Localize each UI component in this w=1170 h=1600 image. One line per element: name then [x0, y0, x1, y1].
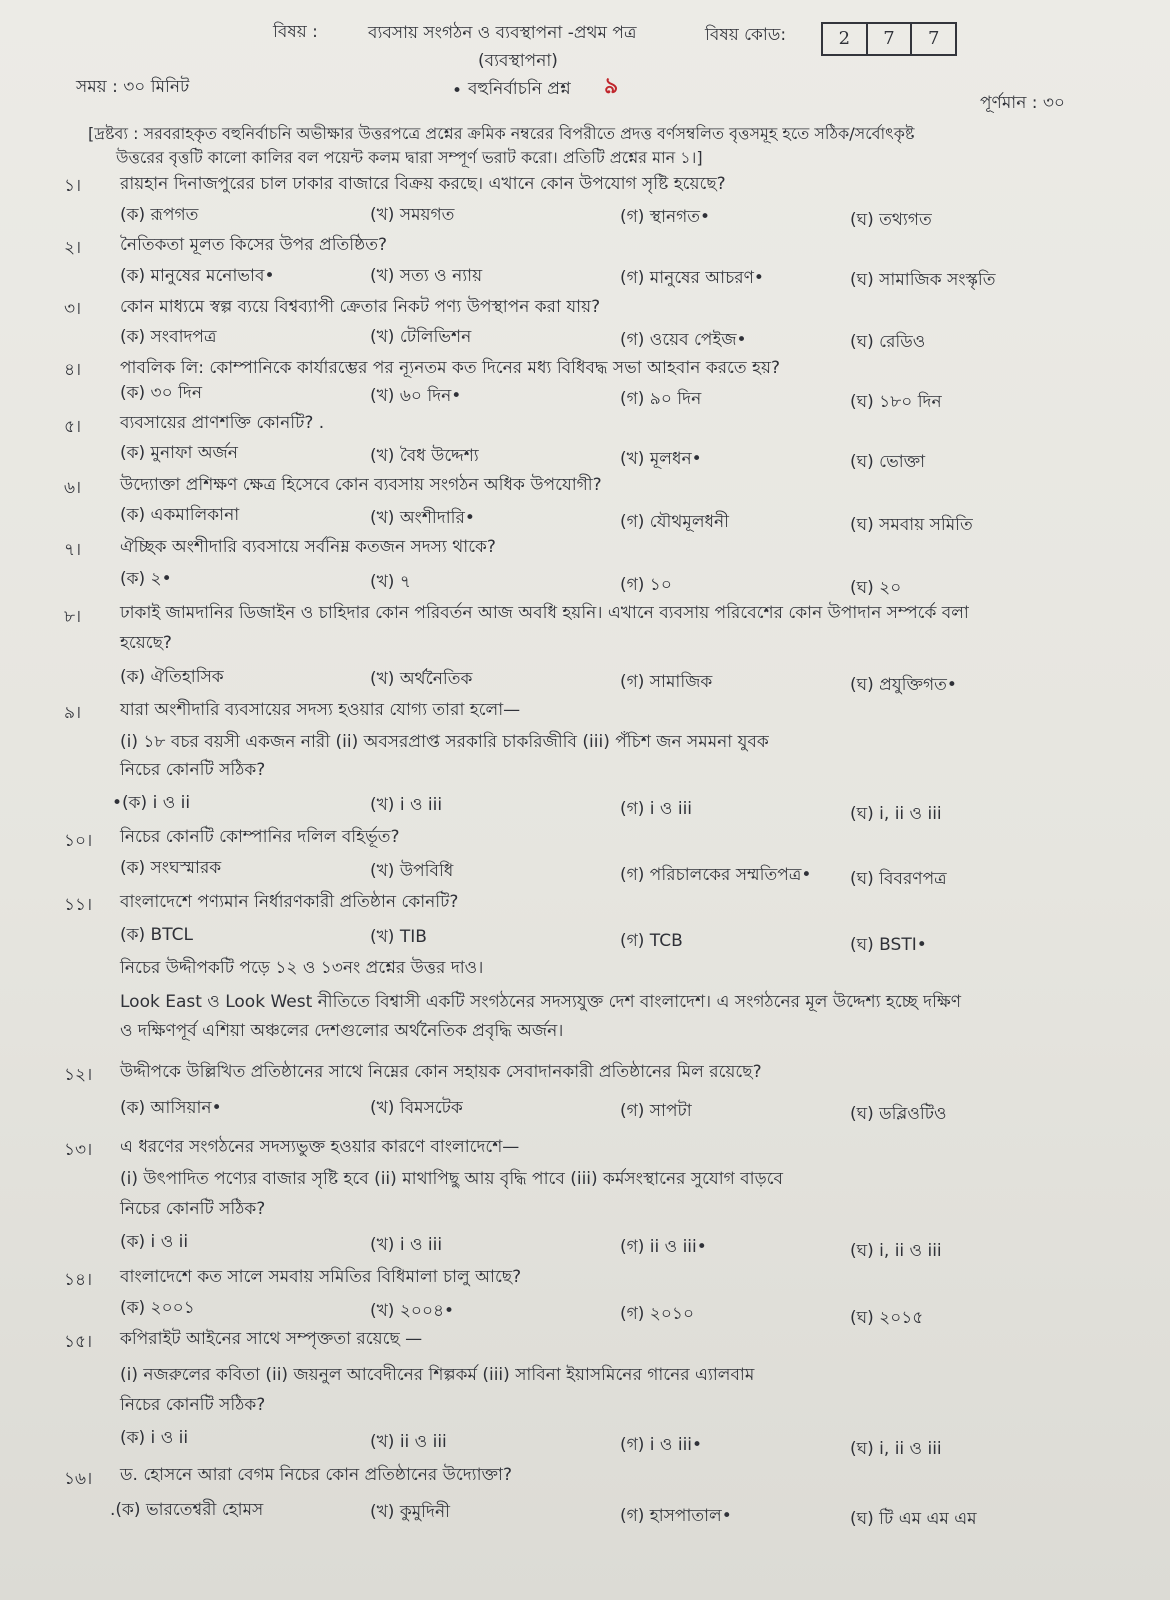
question-text: উদ্দীপকে উল্লিখিত প্রতিষ্ঠানের সাথে নিম্নের কোন সহায়ক সেবাদানকারী প্রতিষ্ঠানের মিল রয়েছে?: [120, 1062, 762, 1082]
option-kha: (খ) কুমুদিনী: [370, 1502, 450, 1522]
option-kha: (খ) i ও iii: [370, 1235, 443, 1255]
instructions: [88, 122, 1118, 170]
question-statements: (i) নজরুলের কবিতা (ii) জয়নুল আবেদীনের শিল্পকর্ম (iii) সাবিনা ইয়াসমিনের গানের এ্যালবাম: [120, 1365, 755, 1385]
option-ga: (গ) ৯০ দিন: [620, 389, 702, 409]
option-ka: (ক) BTCL: [120, 925, 193, 945]
option-kha: (খ) অর্থনৈতিক: [370, 669, 473, 689]
option-kha: (খ) বৈধ উদ্দেশ্য: [370, 446, 479, 466]
question-number: ১৫।: [64, 1332, 93, 1352]
question-number: ৩।: [64, 299, 82, 319]
question-number: ৭।: [64, 540, 82, 560]
option-gha: (ঘ) BSTI•: [850, 935, 927, 955]
option-ga: (গ) ১০: [620, 575, 672, 595]
option-kha: (খ) ৭: [370, 572, 411, 592]
instruction-line: [দ্রষ্টব্য : সরবরাহকৃত বহুনির্বাচনি অভীক্ষার উত্তরপত্রে প্রশ্নের ক্রমিক নম্বরের বিপরীতে প্রদত্ত বর্ণসম্বলিত বৃত্তসমূহ হতে সঠিক/সর্বোৎকৃষ্ট: [88, 124, 915, 143]
question-text: বাংলাদেশে পণ্যমান নির্ধারণকারী প্রতিষ্ঠান কোনটি?: [120, 892, 459, 912]
question-text: ড. হোসনে আরা বেগম নিচের কোন প্রতিষ্ঠানের উদ্যোক্তা?: [120, 1465, 512, 1485]
section-title: বহুনির্বাচনি প্রশ্ন: [468, 79, 571, 99]
option-kha: (খ) অংশীদারি•: [370, 508, 475, 528]
option-ka: (ক) ৩০ দিন: [120, 383, 203, 403]
question-number: ২।: [64, 238, 82, 258]
exam-time: সময় : ৩০ মিনিট: [76, 77, 190, 97]
option-gha: (ঘ) রেডিও: [850, 332, 926, 352]
question-number: ৯।: [64, 703, 82, 723]
option-gha: (ঘ) বিবরণপত্র: [850, 869, 947, 889]
subject-label: বিষয় :: [273, 22, 318, 42]
question-text: এ ধরণের সংগঠনের সদস্যভুক্ত হওয়ার কারণে বাংলাদেশে—: [120, 1137, 520, 1157]
option-gha: (ঘ) ২০১৫: [850, 1308, 924, 1328]
question-number: ১৩।: [64, 1140, 93, 1160]
question-number: ১২।: [64, 1065, 93, 1085]
option-ga: (গ) মানুষের আচরণ•: [620, 268, 764, 288]
question-number: ৫।: [64, 417, 82, 437]
option-ka: (ক) আসিয়ান•: [120, 1098, 222, 1118]
question-text-continued: হয়েছে?: [120, 633, 172, 653]
option-ka: (ক) রূপগত: [120, 205, 199, 225]
question-text: উদ্যোক্তা প্রশিক্ষণ ক্ষেত্র হিসেবে কোন ব্যবসায় সংগঠন অধিক উপযোগী?: [120, 475, 602, 495]
option-gha: (ঘ) প্রযুক্তিগত•: [850, 675, 957, 695]
option-gha: (ঘ) i, ii ও iii: [850, 804, 942, 824]
option-gha: (ঘ) তথ্যগত: [850, 210, 932, 230]
option-gha: (ঘ) ডব্লিওটিও: [850, 1104, 947, 1124]
set-code: ৯: [604, 74, 619, 99]
option-ga: (গ) ওয়েব পেইজ•: [620, 330, 747, 350]
option-gha: (ঘ) ১৮০ দিন: [850, 392, 942, 412]
option-ka: (ক) i ও ii: [120, 1428, 189, 1448]
option-ka: (ক) একমালিকানা: [120, 505, 240, 525]
instruction-line: উত্তরের বৃত্তটি কালো কালির বল পয়েন্ট কলম দ্বারা সম্পূর্ণ ভরাট করো। প্রতিটি প্রশ্নের মান ১।]: [116, 148, 703, 167]
option-gha: (ঘ) সামাজিক সংস্কৃতি: [850, 270, 996, 290]
option-ga: (গ) সাপটা: [620, 1101, 692, 1121]
option-ka: (ক) ২•: [120, 569, 172, 589]
option-ka: .(ক) ভারতেশ্বরী হোমস: [110, 1500, 264, 1520]
full-marks: পূর্ণমান : ৩০: [980, 93, 1065, 113]
question-statements: (i) উৎপাদিত পণ্যের বাজার সৃষ্টি হবে (ii) মাথাপিছু আয় বৃদ্ধি পাবে (iii) কর্মসংস্থানের সুযোগ বাড়বে: [120, 1169, 784, 1189]
option-ga: (গ) স্থানগত•: [620, 207, 711, 227]
option-ga: (গ) i ও iii: [620, 799, 693, 819]
option-ga: (গ) যৌথমূলধনী: [620, 512, 730, 532]
question-text: বাংলাদেশে কত সালে সমবায় সমিতির বিধিমালা চালু আছে?: [120, 1267, 522, 1287]
option-ka: (ক) মানুষের মনোভাব•: [120, 266, 275, 286]
option-ga: (গ) TCB: [620, 931, 683, 951]
code-digit: 2: [838, 28, 851, 49]
stimulus-line: ও দক্ষিণপূর্ব এশিয়া অঞ্চলের দেশগুলোর অর্থনৈতিক প্রবৃদ্ধি অর্জন।: [120, 1021, 564, 1041]
question-number: ১৪।: [64, 1270, 93, 1290]
option-kha: (খ) টেলিভিশন: [370, 327, 472, 347]
option-kha: (খ) ii ও iii: [370, 1432, 447, 1452]
subject-code-label: বিষয় কোড:: [705, 25, 787, 45]
question-number: ৮।: [64, 607, 82, 627]
option-ka: (ক) ঐতিহাসিক: [120, 667, 224, 687]
question-number: ৬।: [64, 478, 82, 498]
option-gha: (ঘ) i, ii ও iii: [850, 1241, 942, 1261]
option-gha: (ঘ) সমবায় সমিতি: [850, 515, 973, 535]
option-ka: (ক) সংঘস্মারক: [120, 858, 222, 878]
question-prompt: নিচের কোনটি সঠিক?: [120, 1199, 266, 1219]
question-number: ১১।: [64, 895, 93, 915]
question-number: ১৬।: [64, 1469, 93, 1489]
question-number: ১।: [64, 176, 82, 196]
option-gha: (ঘ) টি এম এম এম: [850, 1509, 977, 1529]
question-text: নিচের কোনটি কোম্পানির দলিল বহির্ভূত?: [120, 827, 400, 847]
option-ga: (গ) ২০১০: [620, 1304, 695, 1324]
subject-name: ব্যবসায় সংগঠন ও ব্যবস্থাপনা -প্রথম পত্র: [368, 23, 637, 43]
question-text: কপিরাইট আইনের সাথে সম্পৃক্ততা রয়েছে —: [120, 1329, 423, 1349]
question-text: নৈতিকতা মূলত কিসের উপর প্রতিষ্ঠিত?: [120, 235, 388, 255]
option-ga: (খ) মূলধন•: [620, 449, 702, 469]
stimulus-line: Look East ও Look West নীতিতে বিশ্বাসী একটি সংগঠনের সদস্যযুক্ত দেশ বাংলাদেশ। এ সংগঠনের মূল উদ্দেশ্য হচ্ছে দক্ষিণ: [120, 992, 962, 1012]
option-ka: •(ক) i ও ii: [112, 793, 191, 813]
option-kha: (খ) TIB: [370, 927, 427, 947]
option-ka: (ক) ২০০১: [120, 1298, 195, 1318]
section-title-mark: •: [452, 81, 463, 101]
question-statements: (i) ১৮ বচর বয়সী একজন নারী (ii) অবসরপ্রাপ্ত সরকারি চাকরিজীবি (iii) পঁচিশ জন সমমনা যুবক: [120, 732, 769, 752]
code-digit: 7: [910, 24, 955, 54]
question-text: ব্যবসায়ের প্রাণশক্তি কোনটি? .: [120, 413, 325, 433]
option-kha: (খ) সত্য ও ন্যায়: [370, 266, 483, 286]
question-prompt: নিচের কোনটি সঠিক?: [120, 760, 266, 780]
option-ka: (ক) i ও ii: [120, 1232, 189, 1252]
question-text: ঢাকাই জামদানির ডিজাইন ও চাহিদার কোন পরিবর্তন আজ অবধি হয়নি। এখানে ব্যবসায় পরিবেশের কোন উপাদান সম্পর্কে বলা: [120, 603, 969, 623]
option-ga: (গ) হাসপাতাল•: [620, 1506, 732, 1526]
question-prompt: নিচের কোনটি সঠিক?: [120, 1395, 266, 1415]
option-kha: (খ) ২০০৪•: [370, 1301, 455, 1321]
question-number: ৪।: [64, 360, 82, 380]
option-ka: (ক) মুনাফা অর্জন: [120, 443, 238, 463]
question-text: রায়হান দিনাজপুরের চাল ঢাকার বাজারে বিক্রয় করছে। এখানে কোন উপযোগ সৃষ্টি হয়েছে?: [120, 174, 726, 194]
question-text: ঐচ্ছিক অংশীদারি ব্যবসায়ে সর্বনিম্ন কতজন সদস্য থাকে?: [120, 537, 496, 557]
option-ga: (গ) ii ও iii•: [620, 1237, 707, 1257]
option-kha: (খ) সময়গত: [370, 205, 455, 225]
option-gha: (ঘ) i, ii ও iii: [850, 1439, 942, 1459]
stimulus-intro: নিচের উদ্দীপকটি পড়ে ১২ ও ১৩নং প্রশ্নের উত্তর দাও।: [120, 958, 484, 978]
branch-label: (ব্যবস্থাপনা): [478, 51, 558, 71]
question-number: ১০।: [64, 831, 93, 851]
option-ga: (গ) i ও iii•: [620, 1435, 703, 1455]
question-text: পাবলিক লি: কোম্পানিকে কার্যারম্ভের পর ন্যূনতম কত দিনের মধ্য বিধিবদ্ধ সভা আহবান করতে হয়?: [120, 358, 781, 378]
option-ga: (গ) সামাজিক: [620, 672, 713, 692]
option-kha: (খ) বিমসটেক: [370, 1098, 463, 1118]
code-digit: 7: [866, 24, 911, 54]
option-kha: (খ) ৬০ দিন•: [370, 386, 462, 406]
option-kha: (খ) উপবিধি: [370, 861, 454, 881]
option-gha: (ঘ) ২০: [850, 578, 902, 598]
option-kha: (খ) i ও iii: [370, 795, 443, 815]
question-text: কোন মাধ্যমে স্বল্প ব্যয়ে বিশ্বব্যাপী ক্রেতার নিকট পণ্য উপস্থাপন করা যায়?: [120, 297, 601, 317]
subject-code-box: [821, 22, 957, 56]
option-ka: (ক) সংবাদপত্র: [120, 327, 217, 347]
option-ga: (গ) পরিচালকের সম্মতিপত্র•: [620, 865, 812, 885]
question-text: যারা অংশীদারি ব্যবসায়ের সদস্য হওয়ার যোগ্য তারা হলো—: [120, 700, 521, 720]
option-gha: (ঘ) ভোক্তা: [850, 452, 926, 472]
